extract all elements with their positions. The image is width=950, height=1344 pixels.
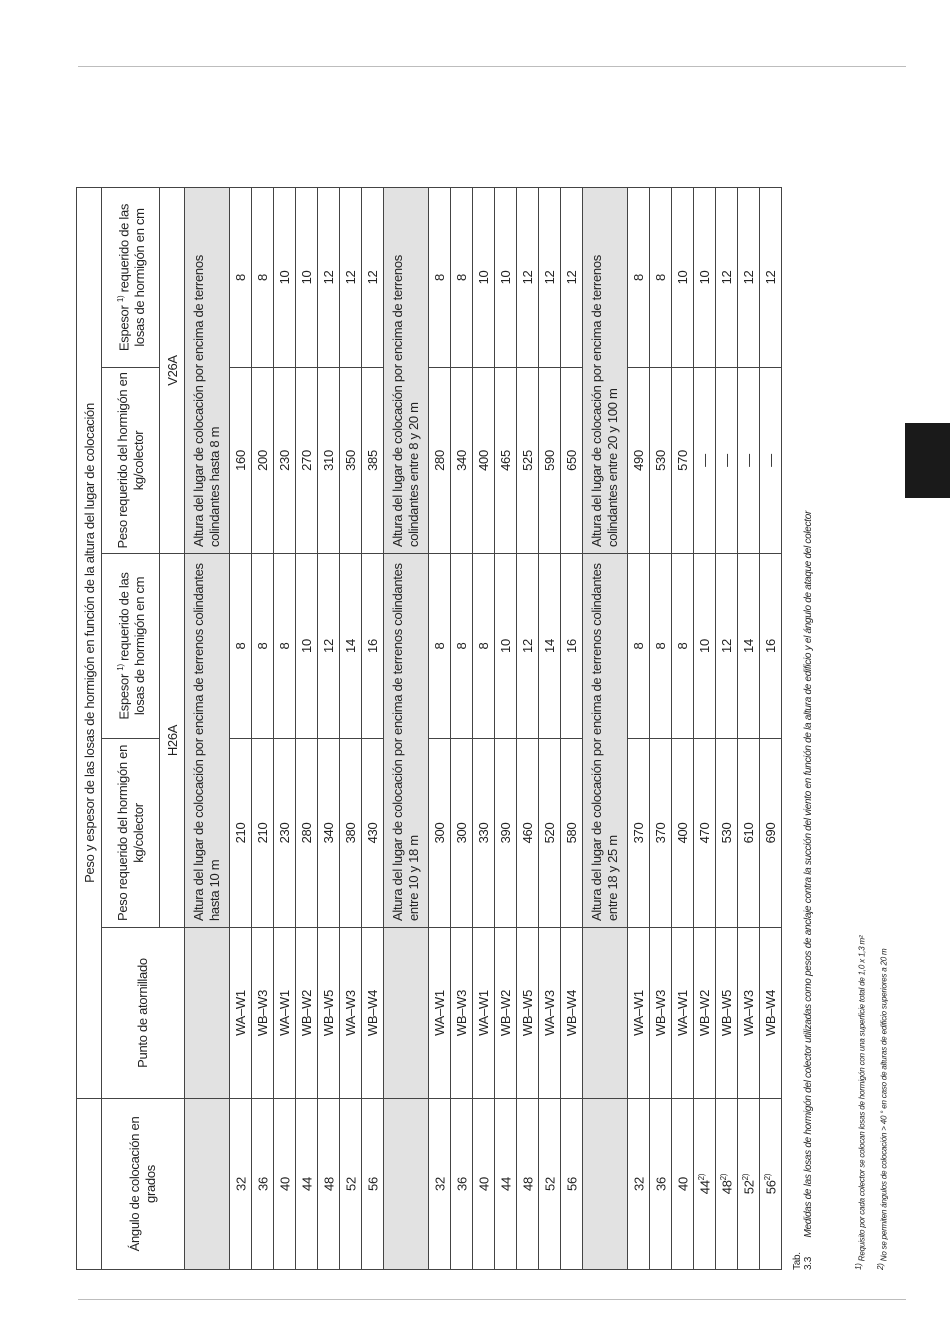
- v26a-weight-cell: —: [760, 368, 782, 554]
- screw-point-cell: WA–W1: [429, 928, 451, 1099]
- angle-value: 48: [719, 1180, 735, 1195]
- screw-point-cell: WB–W5: [517, 928, 539, 1099]
- screw-point-cell: WA–W3: [340, 928, 362, 1099]
- section-spacer: [583, 928, 628, 1099]
- angle-cell: [296, 1099, 318, 1270]
- angle-cell: [628, 1099, 650, 1270]
- screw-point-cell: WA–W1: [628, 928, 650, 1099]
- v26a-weight-cell: 230: [274, 368, 296, 554]
- h26a-weight-cell: 370: [628, 739, 650, 928]
- h26a-thickness-cell: 12: [716, 554, 738, 739]
- angle-value: 40: [476, 1177, 492, 1191]
- table-row: [716, 187, 738, 1269]
- angle-value: 36: [454, 1177, 470, 1191]
- footnote-ref: 2): [762, 1173, 772, 1181]
- table-row: [362, 187, 384, 1269]
- angle-cell: [230, 1099, 252, 1270]
- caption-number: Tab. 3.3: [792, 1252, 814, 1270]
- h26a-weight-cell: 210: [230, 739, 252, 928]
- angle-cell: [694, 1099, 716, 1270]
- v26a-thickness-cell: 12: [561, 187, 583, 367]
- screw-point-cell: WB–W3: [252, 928, 274, 1099]
- h26a-thickness-cell: 12: [517, 554, 539, 739]
- angle-cell: [760, 1099, 782, 1270]
- h26a-weight-cell: 230: [274, 739, 296, 928]
- header-empty-corner: [77, 1099, 102, 1270]
- v26a-thickness-cell: 10: [296, 187, 318, 367]
- table-row: [296, 187, 318, 1269]
- footnote-ref: 2): [740, 1173, 750, 1181]
- caption-text: Medidas de las losas de hormigón del colector utilizadas como pesos de anclaje contra la succión del viento en función de la altura de edificio y el ángulo de ataque del colector: [803, 510, 814, 1238]
- h26a-thickness-cell: 10: [495, 554, 517, 739]
- table-row: [539, 187, 561, 1269]
- h26a-thickness-cell: 14: [340, 554, 362, 739]
- section-label-h26a: Altura del lugar de colocación por encima de terrenos colindantes hasta 10 m: [185, 554, 230, 928]
- h26a-thickness-cell: 14: [539, 554, 561, 739]
- h26a-thickness-cell: 8: [274, 554, 296, 739]
- header-thickness-h26a: [102, 554, 160, 739]
- screw-point-cell: WB–W3: [650, 928, 672, 1099]
- table-row: [672, 187, 694, 1269]
- v26a-thickness-cell: 12: [340, 187, 362, 367]
- v26a-thickness-cell: 10: [495, 187, 517, 367]
- angle-cell: [539, 1099, 561, 1270]
- footnote-ref: 1): [115, 295, 125, 303]
- v26a-thickness-cell: 12: [318, 187, 340, 367]
- angle-cell: [340, 1099, 362, 1270]
- screw-point-cell: WA–W1: [274, 928, 296, 1099]
- bottom-rule: [78, 1299, 906, 1300]
- rotated-page-content: [76, 0, 889, 1270]
- table-title: Peso y espesor de las losas de hormigón en función de la altura del lugar de colocación: [77, 187, 102, 1098]
- angle-value: 52: [343, 1177, 359, 1191]
- h26a-thickness-cell: 16: [561, 554, 583, 739]
- section-label-h26a: Altura del lugar de colocación por encima de terrenos colindantes entre 18 y 25 m: [583, 554, 628, 928]
- screw-point-cell: WB–W3: [451, 928, 473, 1099]
- v26a-weight-cell: 340: [451, 368, 473, 554]
- table-row: [473, 187, 495, 1269]
- angle-value: 48: [321, 1177, 337, 1191]
- table-row: [628, 187, 650, 1269]
- v26a-thickness-cell: 8: [628, 187, 650, 367]
- v26a-weight-cell: 160: [230, 368, 252, 554]
- angle-cell: [517, 1099, 539, 1270]
- v26a-thickness-cell: 8: [252, 187, 274, 367]
- table-row: [495, 187, 517, 1269]
- footnote-mark: 2): [876, 1263, 885, 1270]
- model-v26a: V26A: [160, 187, 185, 553]
- v26a-thickness-cell: 10: [672, 187, 694, 367]
- h26a-thickness-cell: 8: [473, 554, 495, 739]
- section-spacer: [185, 928, 230, 1099]
- angle-cell: [672, 1099, 694, 1270]
- h26a-weight-cell: 340: [318, 739, 340, 928]
- v26a-thickness-cell: 12: [716, 187, 738, 367]
- h26a-thickness-cell: 12: [318, 554, 340, 739]
- angle-cell: [650, 1099, 672, 1270]
- v26a-thickness-cell: 12: [738, 187, 760, 367]
- angle-cell: [252, 1099, 274, 1270]
- v26a-weight-cell: 465: [495, 368, 517, 554]
- angle-value: 44: [299, 1177, 315, 1191]
- angle-value: 48: [520, 1177, 536, 1191]
- table-row: [230, 187, 252, 1269]
- h26a-weight-cell: 280: [296, 739, 318, 928]
- table-row: [252, 187, 274, 1269]
- h26a-thickness-cell: 16: [760, 554, 782, 739]
- h26a-thickness-cell: 8: [252, 554, 274, 739]
- angle-value: 36: [255, 1177, 271, 1191]
- v26a-thickness-cell: 12: [760, 187, 782, 367]
- angle-value: 40: [277, 1177, 293, 1191]
- concrete-slab-table: [76, 187, 782, 1270]
- v26a-weight-cell: 650: [561, 368, 583, 554]
- angle-value: 32: [631, 1177, 647, 1191]
- h26a-thickness-cell: 10: [694, 554, 716, 739]
- section-spacer: [185, 1099, 230, 1270]
- header-thickness-text: requerido de las losas de hormigón en cm: [116, 572, 148, 716]
- v26a-weight-cell: 270: [296, 368, 318, 554]
- screw-point-cell: WA–W1: [230, 928, 252, 1099]
- v26a-thickness-cell: 8: [451, 187, 473, 367]
- header-weight-v26a: Peso requerido del hormigón en kg/colector: [102, 368, 160, 554]
- angle-value: 44: [697, 1180, 713, 1195]
- v26a-thickness-cell: 8: [650, 187, 672, 367]
- v26a-weight-cell: 490: [628, 368, 650, 554]
- screw-point-cell: WB–W4: [760, 928, 782, 1099]
- angle-value: 32: [233, 1177, 249, 1191]
- section-label-v26a: Altura del lugar de colocación por encima de terrenos colindantes entre 20 y 100 m: [583, 187, 628, 553]
- screw-point-cell: WB–W2: [694, 928, 716, 1099]
- angle-cell: [561, 1099, 583, 1270]
- section-spacer: [583, 1099, 628, 1270]
- v26a-thickness-cell: 12: [517, 187, 539, 367]
- footnote-mark: 1): [854, 1263, 863, 1270]
- table-row: [274, 187, 296, 1269]
- h26a-thickness-cell: 8: [628, 554, 650, 739]
- h26a-weight-cell: 300: [429, 739, 451, 928]
- header-screw-point: Punto de atornillado: [102, 928, 185, 1099]
- screw-point-cell: WB–W2: [495, 928, 517, 1099]
- angle-cell: [362, 1099, 384, 1270]
- angle-cell: [738, 1099, 760, 1270]
- section-tab-marker: [905, 423, 950, 498]
- v26a-thickness-cell: 10: [473, 187, 495, 367]
- v26a-thickness-cell: 10: [274, 187, 296, 367]
- header-thickness-text: requerido de las losas de hormigón en cm: [116, 203, 148, 347]
- table-row: [738, 187, 760, 1269]
- v26a-weight-cell: 570: [672, 368, 694, 554]
- screw-point-cell: WA–W1: [672, 928, 694, 1099]
- v26a-thickness-cell: 12: [539, 187, 561, 367]
- footnote-1: [854, 0, 867, 1270]
- section-label-v26a: Altura del lugar de colocación por encima de terrenos colindantes hasta 8 m: [185, 187, 230, 553]
- angle-value: 44: [498, 1177, 514, 1191]
- v26a-weight-cell: 350: [340, 368, 362, 554]
- screw-point-cell: WA–W1: [473, 928, 495, 1099]
- angle-value: 36: [653, 1177, 669, 1191]
- h26a-weight-cell: 610: [738, 739, 760, 928]
- v26a-weight-cell: —: [738, 368, 760, 554]
- v26a-thickness-cell: 8: [429, 187, 451, 367]
- footnote-ref: 1): [115, 664, 125, 671]
- h26a-thickness-cell: 8: [650, 554, 672, 739]
- angle-value: 32: [432, 1177, 448, 1191]
- screw-point-cell: WB–W4: [561, 928, 583, 1099]
- h26a-thickness-cell: 8: [451, 554, 473, 739]
- v26a-weight-cell: 280: [429, 368, 451, 554]
- h26a-weight-cell: 300: [451, 739, 473, 928]
- h26a-weight-cell: 430: [362, 739, 384, 928]
- footnote-2: [876, 0, 889, 1270]
- table-row: [694, 187, 716, 1269]
- h26a-weight-cell: 460: [517, 739, 539, 928]
- h26a-weight-cell: 470: [694, 739, 716, 928]
- angle-value: 52: [741, 1180, 757, 1195]
- table-row: [561, 187, 583, 1269]
- header-thickness-v26a: [102, 187, 160, 367]
- v26a-weight-cell: 400: [473, 368, 495, 554]
- footnote-ref: 2): [696, 1173, 706, 1181]
- screw-point-cell: WA–W3: [738, 928, 760, 1099]
- h26a-weight-cell: 380: [340, 739, 362, 928]
- model-h26a: H26A: [160, 554, 185, 928]
- table-row: [318, 187, 340, 1269]
- v26a-weight-cell: 200: [252, 368, 274, 554]
- v26a-weight-cell: 385: [362, 368, 384, 554]
- screw-point-cell: WB–W2: [296, 928, 318, 1099]
- v26a-thickness-cell: 8: [230, 187, 252, 367]
- screw-point-cell: WB–W4: [362, 928, 384, 1099]
- v26a-weight-cell: 525: [517, 368, 539, 554]
- h26a-thickness-cell: 10: [296, 554, 318, 739]
- angle-value: 56: [365, 1177, 381, 1191]
- v26a-weight-cell: —: [694, 368, 716, 554]
- angle-cell: [716, 1099, 738, 1270]
- v26a-weight-cell: 530: [650, 368, 672, 554]
- h26a-weight-cell: 210: [252, 739, 274, 928]
- h26a-weight-cell: 530: [716, 739, 738, 928]
- h26a-weight-cell: 400: [672, 739, 694, 928]
- h26a-weight-cell: 580: [561, 739, 583, 928]
- table-row: [429, 187, 451, 1269]
- v26a-weight-cell: 590: [539, 368, 561, 554]
- h26a-weight-cell: 330: [473, 739, 495, 928]
- angle-cell: [473, 1099, 495, 1270]
- section-label-v26a: Altura del lugar de colocación por encima de terrenos colindantes entre 8 y 20 m: [384, 187, 429, 553]
- h26a-thickness-cell: 16: [362, 554, 384, 739]
- section-label-h26a: Altura del lugar de colocación por encima de terrenos colindantes entre 10 y 18 m: [384, 554, 429, 928]
- angle-value: 52: [542, 1177, 558, 1191]
- screw-point-cell: WB–W5: [716, 928, 738, 1099]
- angle-value: 40: [675, 1177, 691, 1191]
- v26a-thickness-cell: 10: [694, 187, 716, 367]
- angle-cell: [495, 1099, 517, 1270]
- h26a-thickness-cell: 8: [230, 554, 252, 739]
- table-row: [760, 187, 782, 1269]
- h26a-weight-cell: 370: [650, 739, 672, 928]
- table-row: [340, 187, 362, 1269]
- angle-cell: [274, 1099, 296, 1270]
- section-spacer: [384, 1099, 429, 1270]
- table-row: [650, 187, 672, 1269]
- angle-cell: [318, 1099, 340, 1270]
- angle-cell: [451, 1099, 473, 1270]
- h26a-weight-cell: 520: [539, 739, 561, 928]
- header-thickness-text: Espesor: [116, 674, 132, 720]
- table-row: [517, 187, 539, 1269]
- h26a-thickness-cell: 14: [738, 554, 760, 739]
- table-caption: [792, 0, 814, 1270]
- footnote-text: No se permiten ángulos de colocación > 40 ° en caso de alturas de edificio superiores a 20 m: [879, 948, 889, 1262]
- h26a-weight-cell: 690: [760, 739, 782, 928]
- v26a-weight-cell: 310: [318, 368, 340, 554]
- angle-cell: [429, 1099, 451, 1270]
- angle-value: 56: [564, 1177, 580, 1191]
- table-row: [451, 187, 473, 1269]
- screw-point-cell: WA–W3: [539, 928, 561, 1099]
- v26a-thickness-cell: 12: [362, 187, 384, 367]
- header-weight-h26a: Peso requerido del hormigón en kg/colector: [102, 739, 160, 928]
- h26a-thickness-cell: 8: [429, 554, 451, 739]
- header-thickness-text: Espesor: [116, 305, 132, 352]
- h26a-weight-cell: 390: [495, 739, 517, 928]
- angle-value: 56: [763, 1180, 779, 1195]
- screw-point-cell: WB–W5: [318, 928, 340, 1099]
- header-angle: Ángulo de colocación en grados: [102, 1099, 185, 1270]
- section-spacer: [384, 928, 429, 1099]
- footnote-text: Requisito por cada colector se colocan losas de hormigón con una superficie total de 1,0 x 1,3 m²: [857, 935, 867, 1262]
- v26a-weight-cell: —: [716, 368, 738, 554]
- h26a-thickness-cell: 8: [672, 554, 694, 739]
- footnote-ref: 2): [718, 1173, 728, 1181]
